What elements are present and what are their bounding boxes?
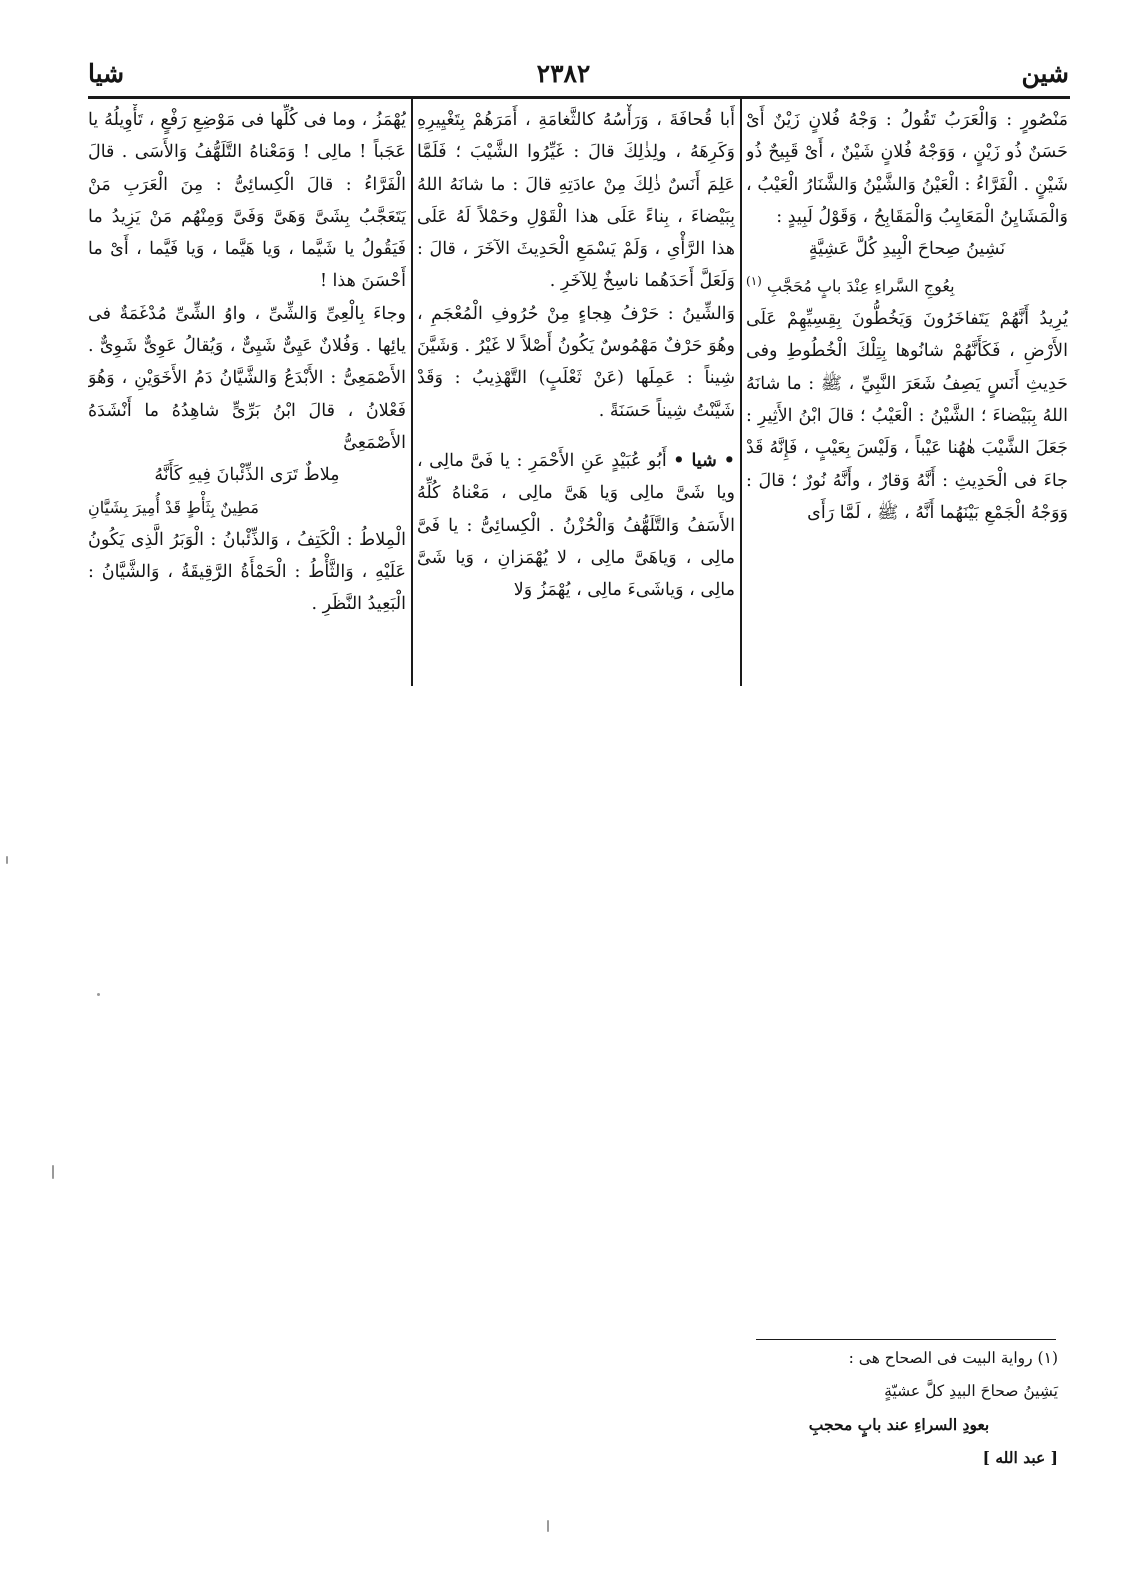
paragraph: الْمِلاطُ : الْكَتِفُ ، وَالذِّئْبانُ : الْوَبَرُ الَّذِى يَكُونُ عَلَيْهِ ، وَالثَّأْطُ : الْحَمْأَةُ الرَّقِيقَةُ ، وَالشَّيَّانُ : الْبَعِيدُ النَّظَرِ . bbox=[88, 529, 406, 615]
paragraph: مَنْصُورٍ : وَالْعَرَبُ تَقُولُ : وَجْهُ فُلانٍ زَيْنٌ أَىْ حَسَنٌ ذُو زَيْنٍ ، وَوَجْهُ فُلانٍ شَيْنٌ ، أَىْ قَبِيحٌ ذُو شَيْنٍ . الْفَرَّاءُ : الْعَيْنُ وَالشَّيْنُ وَالشَّنَارُ الْعَيْبُ ، وَالْمَشَايِنُ الْمَعَايِبُ وَالْمَقَابِحُ ، وَقَوْلُ لَبِيدٍ : bbox=[746, 110, 1068, 227]
header-root-letter: شين bbox=[1021, 59, 1069, 88]
column-divider-left bbox=[411, 99, 413, 686]
verse-line: مِلاطٌ تَرَى الذِّئْبانَ فِيهِ كَأَنَّهُ bbox=[154, 465, 340, 486]
footnote-marker: (١) bbox=[746, 274, 762, 289]
column-divider-right bbox=[740, 99, 742, 686]
footnote-verse: يَشِينُ صحاحَ البيدِ كلَّ عشيّةٍ bbox=[884, 1382, 1058, 1400]
entry-headword: • شيا • bbox=[673, 450, 735, 471]
scan-speck bbox=[52, 1165, 54, 1179]
footnote-line: (١) رواية البيت فى الصحاح هى : bbox=[848, 1349, 1058, 1367]
footnote bbox=[740, 1342, 1058, 1474]
scan-speck bbox=[6, 856, 8, 864]
header-entry-word: شيا bbox=[88, 59, 125, 88]
column-left bbox=[88, 104, 406, 688]
page-number: ٢٣٨٢ bbox=[536, 59, 591, 88]
column-right bbox=[746, 104, 1068, 688]
footnote-signature: [ عبد الله ] bbox=[982, 1448, 1058, 1467]
paragraph: أَبا قُحافَةَ ، وَرَأْسُهُ كالثَّغامَةِ ، أَمَرَهُمْ بِتَغْيِيرِهِ وَكَرِهَهُ ، ولِذٰلِكَ قالَ : غَيِّرُوا الشَّيْبَ ؛ فَلَمَّا عَلِمَ أَنَسٌ ذٰلِكَ مِنْ عادَتِهِ قالَ : ما شانَهُ اللهُ بِبَيْضاءَ ، بِناءً عَلَى هذا الْقَوْلِ وحَمْلاً لَهُ عَلَى هذا الرَّأْىِ ، وَلَمْ يَسْمَعِ الْحَدِيثَ الآخَرَ ، قالَ : وَلَعَلَّ أَحَدَهُما ناسِخٌ لِلآخَرِ . bbox=[417, 110, 735, 292]
footnote-rule bbox=[756, 1339, 1056, 1340]
header-rule bbox=[88, 96, 1070, 99]
entry-gap bbox=[417, 427, 735, 445]
column-middle bbox=[417, 104, 735, 688]
scan-speck bbox=[547, 1520, 549, 1532]
paragraph: يُرِيدُ أَنَّهُمْ يَتَفاخَرُونَ وَيَخُطُّونَ بِقِسِيِّهِمْ عَلَى الأَرْضِ ، فَكَأَنَّهُمْ شانُوها بِتِلْكَ الْخُطُوطِ وفى حَدِيثِ أَنَسٍ يَصِفُ شَعَرَ النَّبِيِّ ، ﷺ : ما شانَهُ اللهُ بِبَيْضاءَ ؛ الشَّيْنُ : الْعَيْبُ ؛ قالَ ابْنُ الأَثِيرِ : جَعَلَ الشَّيْبَ هٰهُنا عَيْباً ، وَلَيْسَ بِعَيْبٍ ، فَإِنَّهُ قَدْ جاءَ فى الْحَدِيثِ : أَنَّهُ وَقارٌ ، وأَنَّهُ نُورٌ ؛ قالَ : وَوَجْهُ الْجَمْعِ بَيْنَهُما أَنَّهُ ، ﷺ ، لَمَّا رَأَى bbox=[746, 309, 1068, 523]
paragraph: • شيا • أَبُو عُبَيْدٍ عَنِ الأَحْمَرِ : يا فَىَّ مالِى ، ويا شَىَّ مالِى وَيا هَىَّ مالِى ، مَعْناهُ كُلِّهُ الأَسَفُ وَالتَّلَهُّفُ وَالْحُزْنُ . الْكِسائِىُّ : يا فَىَّ مالِى ، وَياهَىَّ مالِى ، لا يُهْمَزانِ ، وَيا شَىَّ مالِى ، وَياشَىءَ مالِى ، يُهْمَزُ وَلا bbox=[417, 450, 735, 601]
paragraph: يُهْمَزُ ، وما فى كُلِّها فى مَوْضِعِ رَفْعٍ ، تَأْوِيلُهُ يا عَجَباً ! مالِى ! وَمَعْناهُ التَّلَهُّفُ وَالأَسَى . قالَ الْفَرَّاءُ : قالَ الْكِسائِىُّ : مِنَ الْعَرَبِ مَنْ يَتَعَجَّبُ بِشَىَّ وَهَىَّ وَفَىَّ وَمِنْهُم مَنْ يَزِيدُ ما فَيَقُولُ يا شَيَّما ، وَيا هَيَّما ، وَيا فَيَّما ، أَىْ ما أَحْسَنَ هذا ! bbox=[88, 110, 406, 292]
footnote-verse: بعودِ السراءِ عند بابٍ محجبِ bbox=[808, 1415, 990, 1434]
scan-speck bbox=[97, 993, 100, 996]
verse-line: مَطِينٌ بِثَأْطٍ قَدْ أُمِيرَ بِشَيَّانِ bbox=[88, 497, 259, 517]
verse-line: بِعُوجِ السَّراءِ عِنْدَ بابٍ مُحَجَّبِ $^{(١)}$ bbox=[746, 274, 955, 296]
paragraph: وَالشِّينُ : حَرْفُ هِجاءٍ مِنْ حُرُوفِ الْمُعْجَمِ ، وهُوَ حَرْفٌ مَهْمُوسٌ يَكُونُ أَصْلاً لا غَيْرُ . وَشَيَّنَ شِيناً : عَمِلَها (عَنْ ثَعْلَبٍ) التَّهْذِيبُ : وَقَدْ شَيَّنْتُ شِيناً حَسَنَةً . bbox=[417, 303, 735, 421]
verse-line: نَشِينُ صِحاحَ الْبِيدِ كُلَّ عَشِيَّةٍ bbox=[808, 239, 1006, 260]
paragraph: وجاءَ بِالْعِىِّ وَالشِّىِّ ، واوُ الشِّىِّ مُدْغَمَةٌ فى يائِها . وَفُلانٌ عَيِىٌّ شَيِىٌّ ، وَيُقالُ عَوِىٌّ شَوِىٌّ . الأَصْمَعِىُّ : الأَبْدَعُ وَالشَّيَّانُ دَمُ الأَخَوَيْنِ ، وَهُوَ فَعْلانُ ، قالَ ابْنُ بَرِّىٍّ شاهِدُهُ ما أَنْشَدَهُ الأَصْمَعِىُّ bbox=[88, 303, 406, 453]
